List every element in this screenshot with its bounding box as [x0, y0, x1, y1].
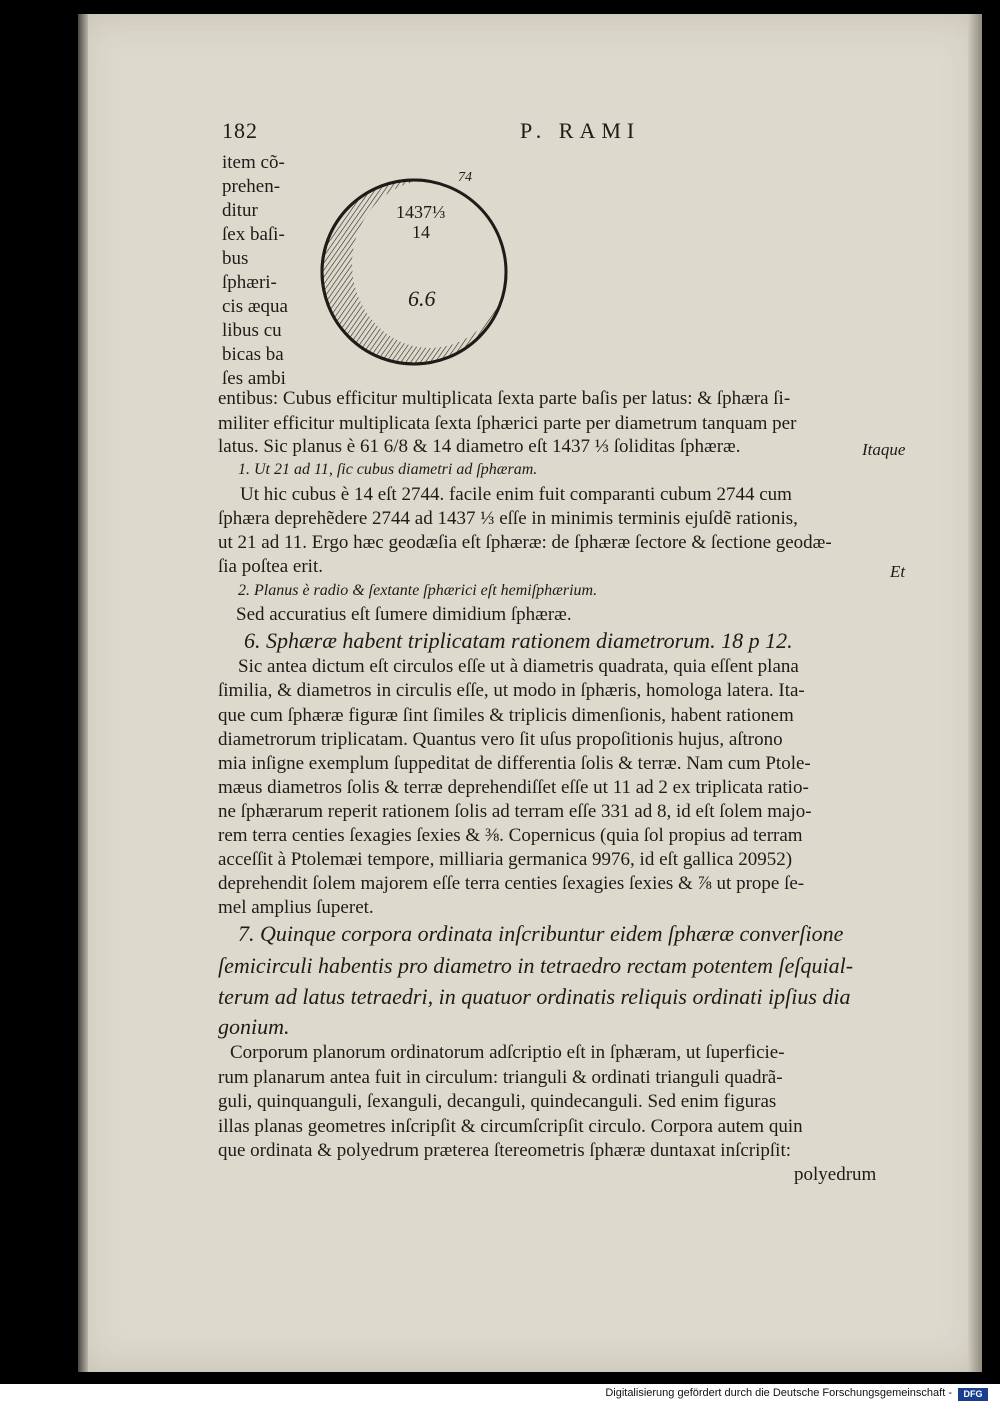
margin-word: ditur [222, 200, 258, 221]
text-line: Sed accuratius eſt ſumere dimidium ſphæræ. [236, 604, 572, 625]
text-line: ſemicirculi habentis pro diametro in tetraedro rectam potentem ſeſquial‑ [218, 953, 854, 978]
running-head: P. RAMI [520, 118, 641, 143]
margin-word: ſphæri‑ [222, 272, 277, 293]
text-line: ſimilia, & diametros in circulis eſſe, ut modo in ſphæris, homologa latera. Ita‑ [218, 680, 805, 701]
figure-lower-number: 6.6 [408, 286, 436, 311]
page-number: 182 [222, 118, 258, 143]
catchword: polyedrum [794, 1164, 877, 1185]
margin-word: ſes ambi [222, 368, 286, 389]
margin-word: bicas ba [222, 344, 284, 365]
text-line: mia inſigne exemplum ſuppeditat de differentia ſolis & terræ. Nam cum Ptole‑ [218, 753, 811, 774]
text-line: latus. Sic planus è 61 6/8 & 14 diametro eſt 1437 ⅓ ſoliditas ſphæræ. [218, 436, 741, 457]
text-line: Sic antea dictum eſt circulos eſſe ut à diametris quadrata, quia eſſent plana [238, 656, 799, 677]
text-line: diametrorum triplicatam. Quantus vero ſit uſus propoſitionis hujus, aſtrono [218, 729, 783, 750]
text-line: 6. Sphæræ habent triplicatam rationem diametrorum. 18 p 12. [244, 628, 793, 653]
text-line: deprehendit ſolem majorem eſſe terra centies ſexagies ſexies & ⅞ ut prope ſe‑ [218, 873, 805, 894]
text-line: rem terra centies ſexagies ſexies & ⅜. Copernicus (quia ſol propius ad terram [218, 825, 803, 846]
margin-word: ſex baſi‑ [222, 224, 285, 245]
text-line: ſia poſtea erit. [218, 556, 323, 577]
figure-upper-number: 1437⅓ [396, 202, 446, 222]
dfg-logo: DFG [958, 1388, 988, 1401]
text-line: ut 21 ad 11. Ergo hæc geodæſia eſt ſphæræ: de ſphæræ ſectore & ſectione geodæ‑ [218, 532, 832, 553]
margin-word: item cõ‑ [222, 152, 285, 173]
text-line: entibus: Cubus efficitur multiplicata ſexta parte baſis per latus: & ſphæra ſi‑ [218, 388, 791, 409]
figure-upper-denominator: 14 [412, 222, 430, 242]
text-line: ſphæra deprehẽdere 2744 ad 1437 ⅓ eſſe in minimis terminis ejuſdẽ rationis, [218, 508, 798, 529]
text-line: terum ad latus tetraedri, in quatuor ordinatis reliquis ordinati ipſius dia [218, 984, 851, 1009]
text-line: mel amplius ſuperet. [218, 897, 374, 918]
text-line: illas planas geometres inſcripſit & circumſcripſit circulo. Corpora autem quin [218, 1116, 803, 1137]
margin-word: bus [222, 248, 249, 269]
text-line: Corporum planorum ordinatorum adſcriptio eſt in ſphæram, ut ſuperficie‑ [230, 1042, 785, 1063]
text-line: que cum ſphæræ figuræ ſint ſimiles & triplicis dimenſionis, habent rationem [218, 705, 794, 726]
page-gutter-shadow [78, 14, 88, 1372]
text-line: guli, quinquanguli, ſexanguli, decanguli, quindecanguli. Sed enim figuras [218, 1091, 777, 1112]
text-line: gonium. [218, 1014, 290, 1039]
footer-text: Digitalisierung gefördert durch die Deutsche Forschungsgemeinschaft - [605, 1387, 952, 1399]
text-line: 7. Quinque corpora ordinata inſcribuntur eidem ſphæræ converſione [238, 921, 844, 946]
text-line: 1. Ut 21 ad 11, ſic cubus diametri ad ſphæram. [238, 461, 538, 478]
text-line: 2. Planus è radio & ſextante ſphærici eſt hemiſphærium. [238, 582, 598, 599]
text-line: que ordinata & polyedrum præterea ſtereometris ſphæræ duntaxat inſcripſit: [218, 1140, 792, 1161]
text-line: Ut hic cubus è 14 eſt 2744. facile enim fuit comparanti cubum 2744 cum [240, 484, 792, 505]
marginal-catchword-itaque: Itaque [862, 440, 906, 459]
margin-word: prehen‑ [222, 176, 281, 197]
text-line: ne ſphærarum reperit rationem ſolis ad terram eſſe 331 ad 8, id eſt ſolem majo‑ [218, 801, 812, 822]
text-line: rum planarum antea fuit in circulum: trianguli & ordinati trianguli quadrã‑ [218, 1067, 783, 1088]
marginal-catchword-et: Et [890, 562, 906, 581]
figure-top-label: 74 [458, 170, 472, 185]
margin-word: cis æqua [222, 296, 288, 317]
page-edge [968, 14, 982, 1372]
text-line: militer efficitur multiplicata ſexta ſphærici parte per diametrum tanquam per [218, 413, 797, 434]
margin-word: libus cu [222, 320, 282, 341]
text-line: acceſſit à Ptolemæi tempore, milliaria germanica 9976, id eſt gallica 20952) [218, 849, 793, 870]
text-line: mæus diametros ſolis & terræ deprehendiſſet eſſe ut 11 ad 2 ex triplicata ratio‑ [218, 777, 809, 798]
